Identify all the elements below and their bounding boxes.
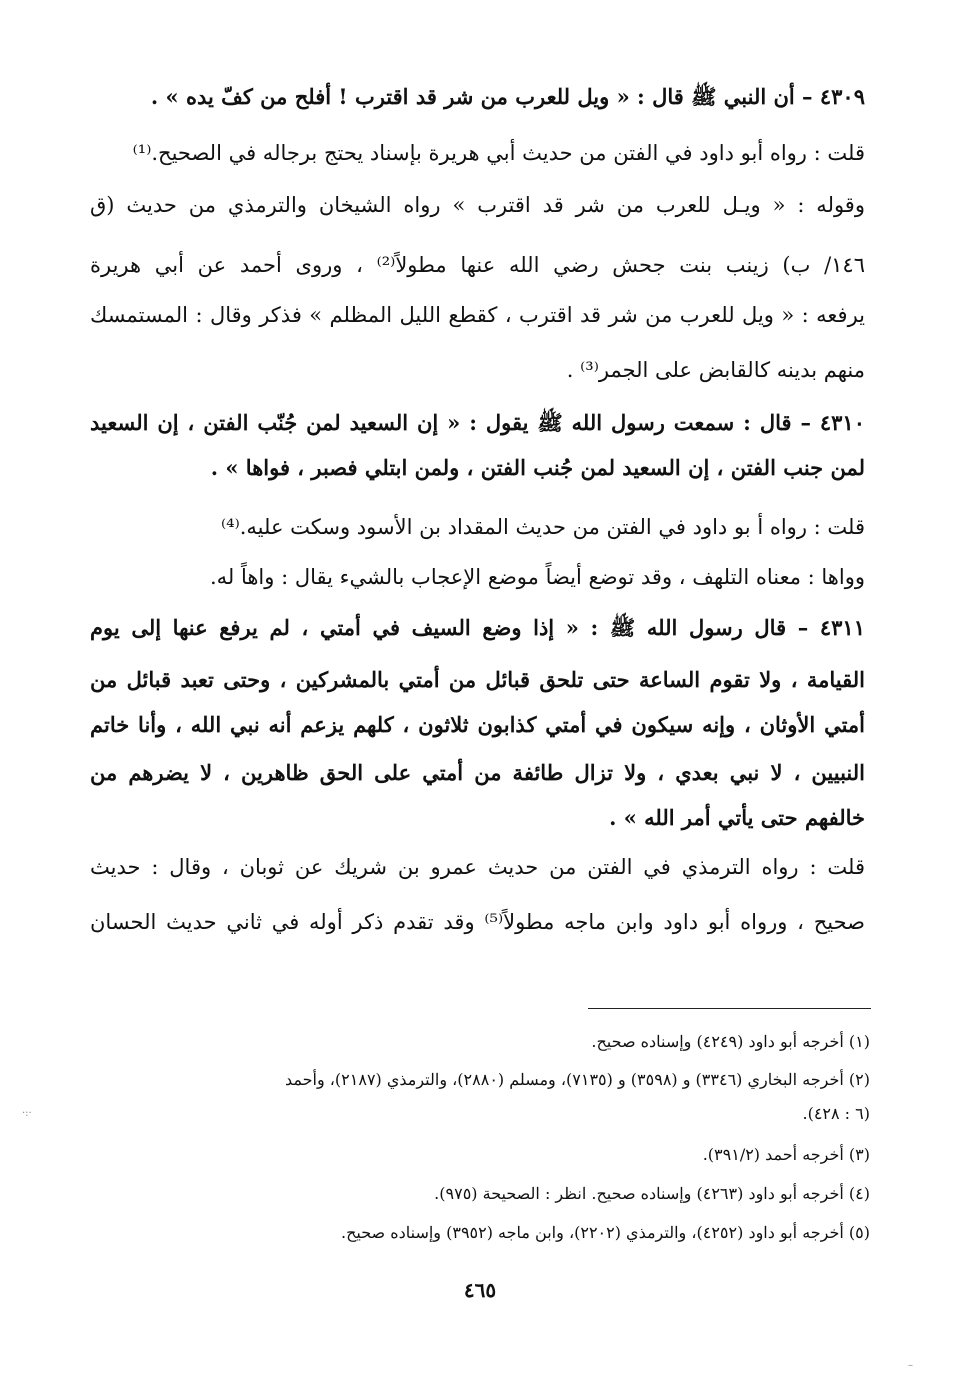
hadith-4309-text: ٤٣٠٩ – أن النبي ﷺ قال : « ويل للعرب من شر قد اقترب ! أفلح من كفّ يده » .: [150, 84, 865, 109]
hadith-4311-text: ٤٣١١ – قال رسول الله ﷺ : « إذا وضع السيف في أمتي ، لم يرفع عنها إلى يوم: [90, 615, 865, 640]
hadith-4311-text: خالفهم حتى يأتي أمر الله » .: [609, 805, 865, 830]
hadith-4310-text: لمن جنب الفتن ، إن السعيد لمن جُنب الفتن ، ولمن ابتلي فصبر ، فواها » .: [210, 455, 865, 480]
commentary-4309-line: قلت : رواه أبو داود في الفتن من حديث أبي هريرة بإسناد يحتج برجاله في الصحيح.⁽¹⁾: [132, 141, 865, 165]
page-number: ٤٦٥: [463, 1278, 497, 1302]
hadith-4311-text: أمتي الأوثان ، وإنه سيكون في أمتي كذابون ثلاثون ، كلهم يزعم أنه نبي الله ، وأنا خاتم: [90, 712, 865, 737]
footnote-4: (٤) أخرجه أبو داود (٤٢٦٣) وإسناده صحيح. انظر : الصحيحة (٩٧٥).: [434, 1184, 870, 1203]
commentary-4310-line: وواها : معناه التلهف ، وقد توضع أيضاً موضع الإعجاب بالشيء يقال : واهاً له.: [209, 565, 865, 589]
commentary-4310-line: قلت : رواه أ بو داود في الفتن من حديث المقداد بن الأسود وسكت عليه.⁽⁴⁾: [221, 515, 865, 539]
hadith-4311-text: النبيين ، لا نبي بعدي ، ولا تزال طائفة من أمتي على الحق ظاهرين ، لا يضرهم من: [90, 760, 865, 785]
commentary-4309-line: وقوله : « ويـل للعرب من شر قد اقترب » رواه الشيخان والترمذي من حديث (ق: [90, 193, 865, 217]
scan-speck: ·:·: [22, 1108, 32, 1119]
commentary-4311-line: صحيح ، ورواه أبو داود وابن ماجه مطولاً⁽⁵⁾ وقد تقدم ذكر أوله في ثاني حديث الحسان: [90, 910, 865, 934]
commentary-4309-line: منهم بدينه كالقابض على الجمر⁽³⁾ .: [566, 358, 865, 382]
hadith-4310-text: ٤٣١٠ – قال : سمعت رسول الله ﷺ يقول : « إن السعيد لمن جُنّب الفتن ، إن السعيد: [90, 410, 865, 435]
hadith-4311-text: القيامة ، ولا تقوم الساعة حتى تلحق قبائل من أمتي بالمشركين ، وحتى تعبد قبائل من: [90, 667, 865, 692]
commentary-4309-line: يرفعه : « ويل للعرب من شر قد اقترب ، كقطع الليل المظلم » فذكر وقال : المستمسك: [90, 303, 865, 327]
scan-speck: –: [908, 1360, 913, 1371]
footnote-5: (٥) أخرجه أبو داود (٤٢٥٢)، والترمذي (٢٢٠٢)، وابن ماجه (٣٩٥٢) وإسناده صحيح.: [340, 1223, 870, 1242]
footnote-1: (١) أخرجه أبو داود (٤٢٤٩) وإسناده صحيح.: [591, 1032, 870, 1051]
commentary-4309-line: ١٤٦/ ب) زينب بنت جحش رضي الله عنها مطولاً⁽²⁾ ، وروى أحمد عن أبي هريرة: [90, 253, 865, 277]
commentary-4311-line: قلت : رواه الترمذي في الفتن من حديث عمرو بن شريك عن ثوبان ، وقال : حديث: [90, 855, 865, 879]
footnote-2-continued: (٦ : ٤٢٨).: [802, 1104, 870, 1123]
footnote-3: (٣) أخرجه أحمد (٣٩١/٢).: [702, 1145, 870, 1164]
footnote-2: (٢) أخرجه البخاري (٣٣٤٦) و (٣٥٩٨) و (٧١٣٥)، ومسلم (٢٨٨٠)، والترمذي (٢١٨٧)، وأحمد: [284, 1070, 870, 1089]
footnote-separator: [588, 1008, 871, 1009]
